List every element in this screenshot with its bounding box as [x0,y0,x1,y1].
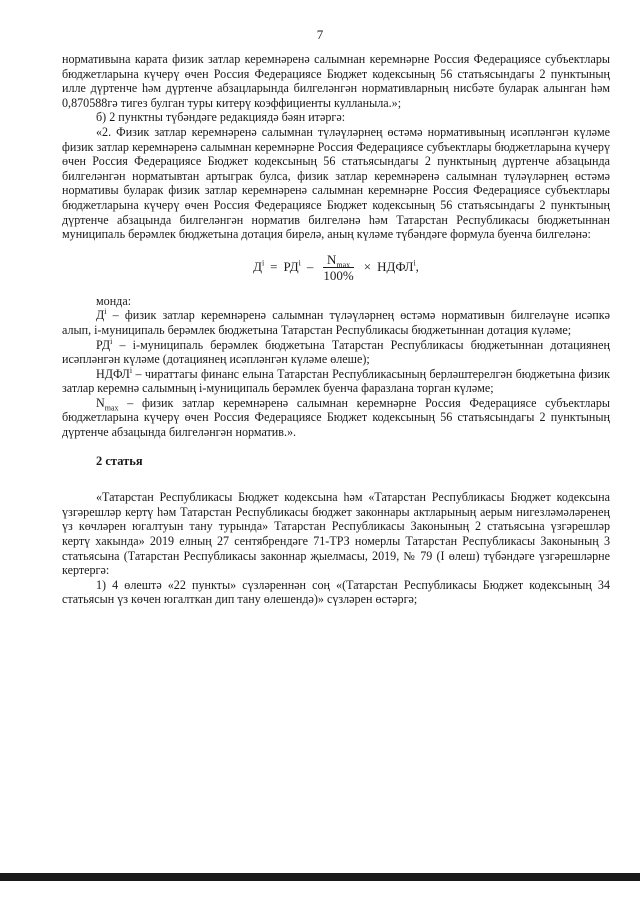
where-label: монда: [96,293,132,308]
document-body [62,52,610,607]
paragraph-2: б) 2 пунктны түбәндәге редакциядә бәян итәргә: [96,110,346,125]
page-number: 7 [316,27,324,42]
formula-numerator: $N_{max}$ [323,252,354,268]
formula-equals: = [270,259,278,275]
formula-denominator: 100% [323,268,354,284]
scan-bottom-border [0,873,640,881]
paragraph-3: «2. Физик затлар керемнәренә салымнан түләүләрнең өстәмә нормативының исәпләнгән күләме физик затлар керемнәренә салымнан керемнәрне Россия Федерациясе субъектлары бюджетларына күчерү өчен Россия Федерациясе Бюджет кодексының 56 статьясындагы 2 пунктының дүртенче абзацында билгеләнгән норматывтан артыграк булса, физик затлар керемнәренә салымнан түләүләрнең өстәмә нормативы буларак физик затлар керемнәренә салымнан керемнәрне Россия Федерациясе субъектлары бюджетларына күчерү өчен Россия Федерациясе Бюджет кодексының 56 статьясындагы 2 пунктының дүртенче абзацында билгеләнгән норматив билгеләнә һәм Татарстан Республикасы бюджетыннан муниципаль берәмлек бюджетына дотация бирелә, аның күләме түбәндәге формула буенча билгеләнә: [62,124,610,242]
formula-times: × [363,259,372,275]
formula-fraction [319,252,357,283]
definition-rd: $РД^i$ – i-муниципаль берәмлек бюджетына Татарстан Республикасы бюджетыннан дотациянең исәпләнгән күләме (дотациянең исәпләнгән күләме өлеше); [62,336,610,367]
formula-lhs: $Д^i$ [253,259,265,275]
formula-ndfl: НДФЛ$^i$, [377,259,419,275]
formula-rd: $РД^i$ [283,259,301,275]
dotation-formula [62,252,610,284]
formula-minus: – [306,259,314,275]
paragraph-4: «Татарстан Республикасы Бюджет кодексына һәм «Татарстан Республикасы Бюджет кодексына үзгәрешләр кертү һәм Татарстан Республикасы бюджет законнары актларының аерым нигезләмәләренең үз көчләрен югалтуын тану турында» Татарстан Республикасы Законының 2 статьясына үзгәрешләр кертү хакында» 2019 елның 27 сентябрендәге 71-ТРЗ номерлы Татарстан Республикасы Законының 3 статьясына (Татарстан Республикасы законнар җыелмасы, 2019, № 79 (I өлеш) түбәндәге үзгәрешләрне кертергә: [62,490,610,578]
definition-d: $Д^i$ – физик затлар керемнәренә салымнан түләүләрнең өстәмә нормативын билгеләүне исәпкә алып, i-муниципаль берәмлек бюджетына Татарстан Республикасы бюджетыннан дотация күләме; [62,307,610,337]
paragraph-5: 1) 4 өлештә «22 пункты» сүзләреннән соң «(Татарстан Республикасы Бюджет кодексының 34 статьясын үз көчен югалткан дип тану өлешендә)» сүзләрен өстәргә; [62,577,610,607]
article-heading: 2 статья [96,453,143,468]
definition-ndfl: НДФЛ$^i$ – чираттагы финанс елына Татарстан Республикасының берләштерелгән бюджетына физик затлар керемнә салымның i-муниципаль берәмлек буенча фаразлана торган күләме; [62,365,610,396]
paragraph-1: нормативына карата физик затлар керемнәренә салымнан керемнәрне Россия Федерациясе субъектлары бюджетларына күчерү өчен Россия Федерациясе Бюджет кодексының 56 статьясындагы 2 пунктының илле дүртенче һәм дүртенче абзацларында билгеләнгән нормативларның нисбәте буларак алынган һәм 0,870588гә тигез булган туры китерү коэффициенты кулланыла.»; [62,52,610,110]
definition-nmax: $N_{max}$ – физик затлар керемнәренә салымнан керемнәрне Россия Федерациясе субъектлары бюджетларына күчерү өчен Россия Федерациясе Бюджет кодексының 56 статьясындагы 2 пунктының дүртенче абзацында билгеләнгән норматив.». [62,395,610,440]
